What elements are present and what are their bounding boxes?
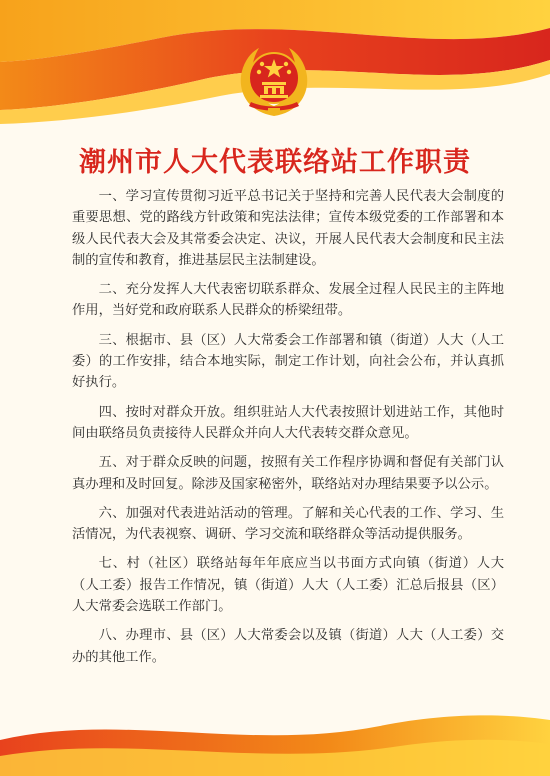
duty-paragraph-4: 四、按时对群众开放。组织驻站人大代表按照计划进站工作，其他时间由联络员负责接待人民群众并向人大代表转交群众意见。 <box>72 404 504 441</box>
duty-paragraph-1: 一、学习宣传贯彻习近平总书记关于坚持和完善人民代表大会制度的重要思想、党的路线方针政策和宪法法律；宣传本级党委的工作部署和本级人民代表大会及其常委会决定、决议，开展人民代表大会制度和民主法制的宣传和教育，推进基层民主法制建设。 <box>72 189 504 268</box>
duties-body <box>72 186 504 676</box>
national-emblem-icon <box>235 42 313 118</box>
duty-paragraph-2: 二、充分发挥人大代表密切联系群众、发展全过程人民民主的主阵地作用，当好党和政府联系人民群众的桥梁纽带。 <box>72 282 504 319</box>
duty-paragraph-7: 七、村（社区）联络站每年年底应当以书面方式向镇（街道）人大（人工委）报告工作情况，镇（街道）人大（人工委）汇总后报县（区）人大常委会选联工作部门。 <box>72 556 504 615</box>
duty-paragraph-8: 八、办理市、县（区）人大常委会以及镇（街道）人大（人工委）交办的其他工作。 <box>72 628 504 665</box>
duty-paragraph-6: 六、加强对代表进站活动的管理。了解和关心代表的工作、学习、生活情况，为代表视察、调研、学习交流和联络群众等活动提供服务。 <box>72 505 504 543</box>
page-title: 潮州市人大代表联络站工作职责 <box>79 147 471 178</box>
duty-paragraph-5: 五、对于群众反映的问题，按照有关工作程序协调和督促有关部门认真办理和及时回复。除涉及国家秘密外，联络站对办理结果要予以公示。 <box>72 455 504 492</box>
duty-paragraph-3: 三、根据市、县（区）人大常委会工作部署和镇（街道）人大（人工委）的工作安排，结合本地实际，制定工作计划，向社会公布，并认真抓好执行。 <box>72 332 504 391</box>
